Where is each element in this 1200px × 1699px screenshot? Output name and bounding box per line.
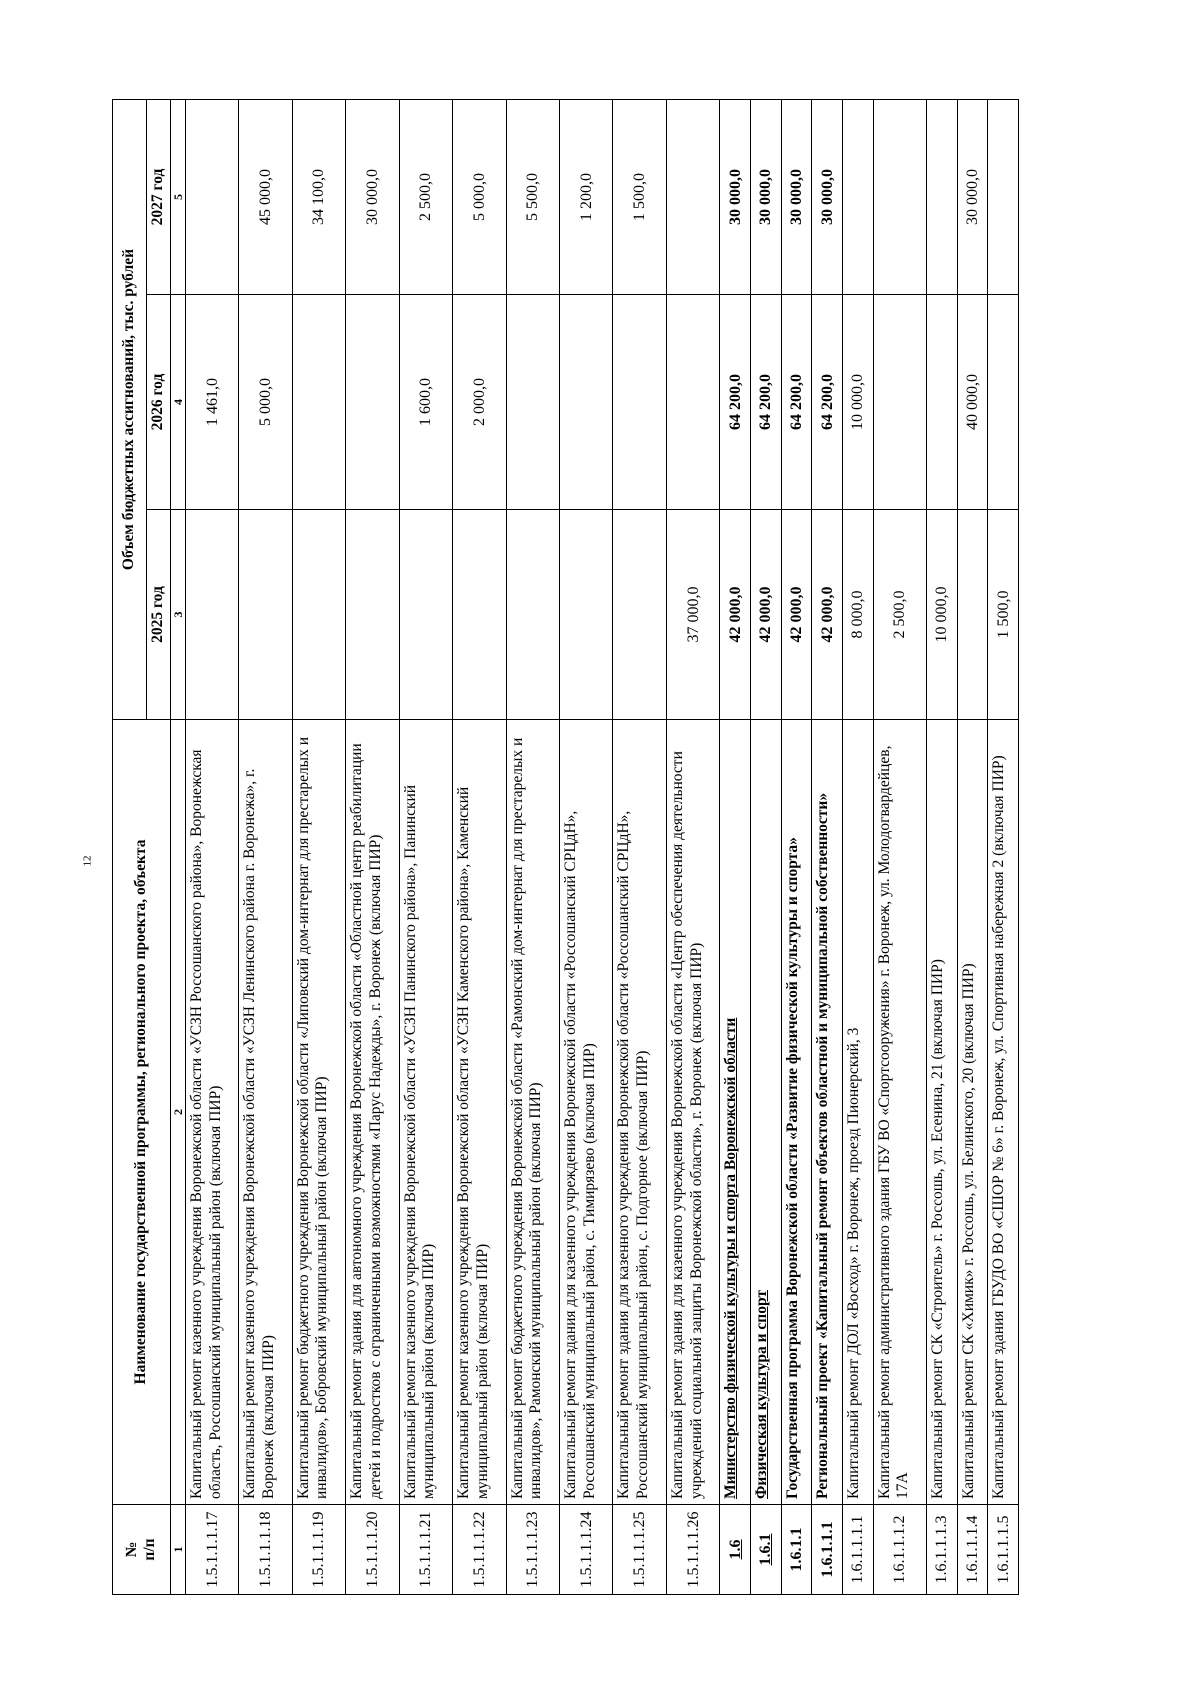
row-name: Капитальный ремонт здания для казенного учреждения Воронежской области «Россошанский СРЦдН», Россошанский муниципальный район, с. Тимирязево (включая ПИР) bbox=[560, 720, 613, 1505]
row-name: Капитальный ремонт здания для казенного учреждения Воронежской области «Центр обеспечения деятельности учреждений социальной защиты Воронежской области», г. Воронеж (включая ПИР) bbox=[666, 720, 719, 1505]
value-2027 bbox=[666, 99, 719, 294]
value-2025 bbox=[185, 510, 238, 720]
value-2027 bbox=[873, 99, 926, 294]
value-2027: 5 500,0 bbox=[506, 99, 559, 294]
row-number: 1.5.1.1.1.19 bbox=[292, 1505, 345, 1595]
value-2025 bbox=[346, 510, 399, 720]
header-name: Наименование государственной программы, регионального проекта, объекта bbox=[113, 720, 171, 1505]
table-row bbox=[239, 99, 292, 1594]
value-2026 bbox=[560, 295, 613, 510]
header-index-1: 1 bbox=[170, 1505, 185, 1595]
table-row bbox=[812, 99, 843, 1594]
row-number: 1.6.1.1.1.1 bbox=[842, 1505, 873, 1595]
row-number: 1.6.1.1.1 bbox=[812, 1505, 843, 1595]
value-2025: 8 000,0 bbox=[842, 510, 873, 720]
budget-table bbox=[112, 99, 1019, 1595]
value-2026: 64 200,0 bbox=[720, 295, 751, 510]
value-2025: 1 500,0 bbox=[988, 510, 1019, 720]
value-2025: 42 000,0 bbox=[751, 510, 782, 720]
row-name: Капитальный ремонт здания для казенного учреждения Воронежской области «Россошанский СРЦдН», Россошанский муниципальный район, с. Подгорное (включая ПИР) bbox=[613, 720, 666, 1505]
value-2025: 42 000,0 bbox=[720, 510, 751, 720]
row-name: Физическая культура и спорт bbox=[751, 720, 782, 1505]
value-2027 bbox=[185, 99, 238, 294]
value-2025: 42 000,0 bbox=[781, 510, 812, 720]
row-name: Капитальный ремонт бюджетного учреждения Воронежской области «Рамонский дом-интернат для престарелых и инвалидов», Рамонский муниципальный район (включая ПИР) bbox=[506, 720, 559, 1505]
row-name: Капитальный ремонт СК «Строитель» г. Россошь, ул. Есенина, 21 (включая ПИР) bbox=[927, 720, 958, 1505]
row-name: Капитальный ремонт СК «Химик» г. Россошь, ул. Белинского, 20 (включая ПИР) bbox=[957, 720, 988, 1505]
row-name: Капитальный ремонт здания ГБУДО ВО «СШОР № 6» г. Воронеж, ул. Спортивная набережная 2 (включая ПИР) bbox=[988, 720, 1019, 1505]
value-2027 bbox=[988, 99, 1019, 294]
value-2026: 2 000,0 bbox=[453, 295, 506, 510]
value-2026 bbox=[988, 295, 1019, 510]
row-name: Министерство физической культуры и спорта Воронежской области bbox=[720, 720, 751, 1505]
header-index-3: 3 bbox=[170, 510, 185, 720]
value-2025 bbox=[292, 510, 345, 720]
row-name: Капитальный ремонт административного здания ГБУ ВО «Спортсооружения» г. Воронеж, ул. Молодогвардейцев, 17А bbox=[873, 720, 926, 1505]
value-2025: 37 000,0 bbox=[666, 510, 719, 720]
header-index-2: 2 bbox=[170, 720, 185, 1505]
value-2027: 30 000,0 bbox=[957, 99, 988, 294]
value-2026 bbox=[873, 295, 926, 510]
value-2025 bbox=[560, 510, 613, 720]
value-2025 bbox=[399, 510, 452, 720]
value-2026: 64 200,0 bbox=[781, 295, 812, 510]
row-name: Капитальный ремонт бюджетного учреждения Воронежской области «Липовский дом-интернат для престарелых и инвалидов», Бобровский муниципальный район (включая ПИР) bbox=[292, 720, 345, 1505]
row-name: Капитальный ремонт казенного учреждения Воронежской области «УСЗН Ленинского района г. Воронежа», г. Воронеж (включая ПИР) bbox=[239, 720, 292, 1505]
value-2025 bbox=[957, 510, 988, 720]
value-2025: 42 000,0 bbox=[812, 510, 843, 720]
row-number: 1.5.1.1.1.25 bbox=[613, 1505, 666, 1595]
table-row bbox=[560, 99, 613, 1594]
value-2026: 5 000,0 bbox=[239, 295, 292, 510]
value-2025 bbox=[453, 510, 506, 720]
row-name: Региональный проект «Капитальный ремонт объектов областной и муниципальной собственности» bbox=[812, 720, 843, 1505]
value-2027: 45 000,0 bbox=[239, 99, 292, 294]
value-2026: 1 600,0 bbox=[399, 295, 452, 510]
value-2027: 1 200,0 bbox=[560, 99, 613, 294]
value-2025 bbox=[239, 510, 292, 720]
row-number: 1.6.1 bbox=[751, 1505, 782, 1595]
table-row bbox=[842, 99, 873, 1594]
table-row bbox=[988, 99, 1019, 1594]
value-2026: 10 000,0 bbox=[842, 295, 873, 510]
row-name: Капитальный ремонт казенного учреждения Воронежской области «УСЗН Панинского района», Панинский муниципальный район (включая ПИР) bbox=[399, 720, 452, 1505]
value-2025: 10 000,0 bbox=[927, 510, 958, 720]
row-number: 1.5.1.1.1.21 bbox=[399, 1505, 452, 1595]
header-year-2025: 2025 год bbox=[147, 510, 171, 720]
header-volume: Объем бюджетных ассигнований, тыс. рублей bbox=[113, 99, 147, 719]
value-2027: 30 000,0 bbox=[781, 99, 812, 294]
value-2026: 64 200,0 bbox=[751, 295, 782, 510]
value-2026: 64 200,0 bbox=[812, 295, 843, 510]
value-2027: 30 000,0 bbox=[720, 99, 751, 294]
table-row bbox=[506, 99, 559, 1594]
table-row bbox=[613, 99, 666, 1594]
row-number: 1.6.1.1.1.3 bbox=[927, 1505, 958, 1595]
table-row bbox=[399, 99, 452, 1594]
row-name: Капитальный ремонт ДОЛ «Восход» г. Воронеж, проезд Пионерский, 3 bbox=[842, 720, 873, 1505]
row-name: Капитальный ремонт здания для автономного учреждения Воронежской области «Областной центр реабилитации детей и подростков с ограниченными возможностями «Парус Надежды», г. Воронеж (включая ПИР) bbox=[346, 720, 399, 1505]
value-2025: 2 500,0 bbox=[873, 510, 926, 720]
row-number: 1.5.1.1.1.17 bbox=[185, 1505, 238, 1595]
row-number: 1.6.1.1 bbox=[781, 1505, 812, 1595]
header-year-2026: 2026 год bbox=[147, 295, 171, 510]
value-2026 bbox=[346, 295, 399, 510]
row-number: 1.6 bbox=[720, 1505, 751, 1595]
value-2027: 34 100,0 bbox=[292, 99, 345, 294]
header-index-4: 4 bbox=[170, 295, 185, 510]
value-2026 bbox=[927, 295, 958, 510]
table-row bbox=[292, 99, 345, 1594]
table-row bbox=[453, 99, 506, 1594]
header-index-5: 5 bbox=[170, 99, 185, 294]
row-number: 1.6.1.1.1.2 bbox=[873, 1505, 926, 1595]
row-name: Государственная программа Воронежской области «Развитие физической культуры и спорта» bbox=[781, 720, 812, 1505]
row-number: 1.6.1.1.1.5 bbox=[988, 1505, 1019, 1595]
row-name: Капитальный ремонт казенного учреждения Воронежской области «УСЗН Каменского района», Каменский муниципальный район (включая ПИР) bbox=[453, 720, 506, 1505]
row-number: 1.5.1.1.1.22 bbox=[453, 1505, 506, 1595]
value-2025 bbox=[506, 510, 559, 720]
header-year-2027: 2027 год bbox=[147, 99, 171, 294]
row-number: 1.5.1.1.1.20 bbox=[346, 1505, 399, 1595]
table-row bbox=[927, 99, 958, 1594]
value-2026 bbox=[666, 295, 719, 510]
value-2026 bbox=[613, 295, 666, 510]
value-2027: 5 000,0 bbox=[453, 99, 506, 294]
table-row bbox=[751, 99, 782, 1594]
table-row bbox=[873, 99, 926, 1594]
value-2027: 30 000,0 bbox=[812, 99, 843, 294]
table-row bbox=[781, 99, 812, 1594]
value-2027: 2 500,0 bbox=[399, 99, 452, 294]
table-row bbox=[720, 99, 751, 1594]
row-number: 1.5.1.1.1.24 bbox=[560, 1505, 613, 1595]
row-number: 1.5.1.1.1.26 bbox=[666, 1505, 719, 1595]
table-row bbox=[666, 99, 719, 1594]
table-row bbox=[957, 99, 988, 1594]
page-number: 12 bbox=[81, 855, 94, 867]
value-2027: 30 000,0 bbox=[346, 99, 399, 294]
table-row bbox=[346, 99, 399, 1594]
value-2027: 1 500,0 bbox=[613, 99, 666, 294]
row-number: 1.6.1.1.1.4 bbox=[957, 1505, 988, 1595]
value-2027 bbox=[842, 99, 873, 294]
value-2025 bbox=[613, 510, 666, 720]
table-body bbox=[185, 99, 1018, 1594]
value-2026 bbox=[292, 295, 345, 510]
rotated-table-container bbox=[112, 100, 1019, 1595]
row-number: 1.5.1.1.1.18 bbox=[239, 1505, 292, 1595]
row-number: 1.5.1.1.1.23 bbox=[506, 1505, 559, 1595]
value-2027: 30 000,0 bbox=[751, 99, 782, 294]
value-2026 bbox=[506, 295, 559, 510]
value-2026: 1 461,0 bbox=[185, 295, 238, 510]
value-2027 bbox=[927, 99, 958, 294]
row-name: Капитальный ремонт казенного учреждения Воронежской области «УСЗН Россошанского района», Воронежская область, Россошанский муниципальный район (включая ПИР) bbox=[185, 720, 238, 1505]
value-2026: 40 000,0 bbox=[957, 295, 988, 510]
header-num: № п/п bbox=[113, 1505, 171, 1595]
table-row bbox=[185, 99, 238, 1594]
